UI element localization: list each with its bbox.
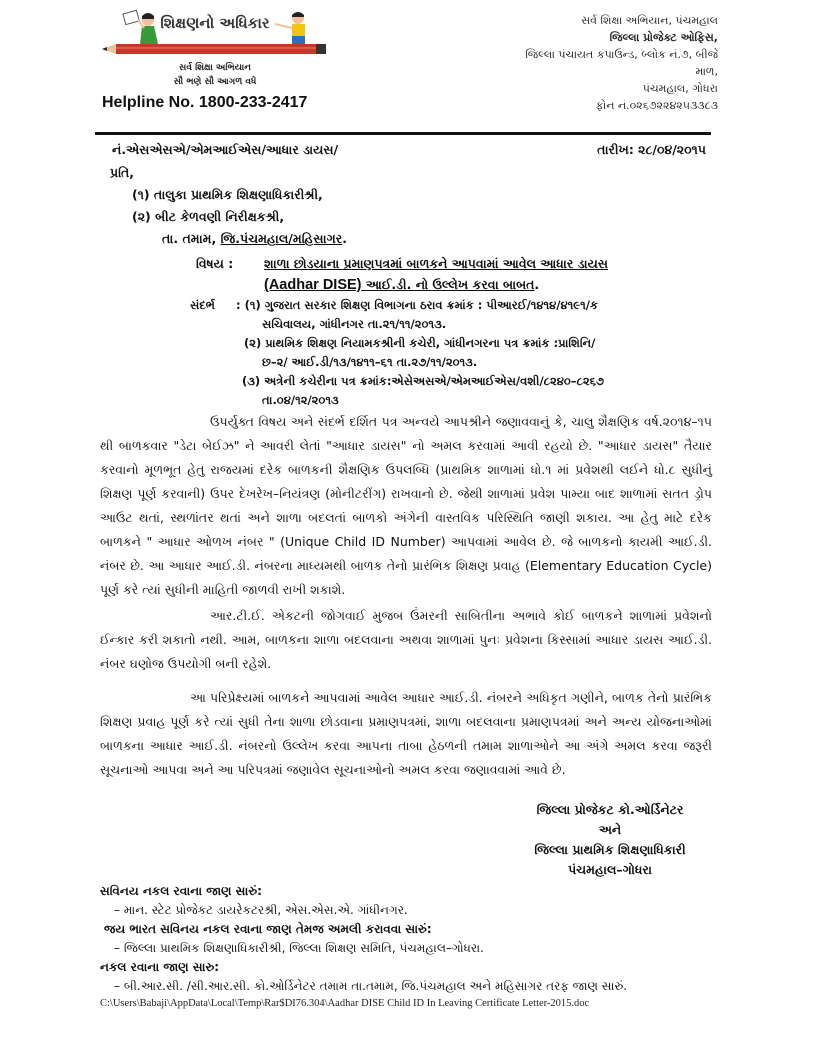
- copies-block: [100, 882, 627, 996]
- references-label: સંદર્ભ: [190, 298, 215, 312]
- reference-2-cont: છ–૨/ આઈ.ડી/૧૩/૧૪૧૧–૬૧ તા.૨૭/૧૧/૨૦૧૩.: [262, 355, 478, 369]
- reference-1-cont: સચિવાલય, ગાંધીનગર તા.૨૧/૧૧/૨૦૧૩.: [262, 317, 447, 331]
- paragraph-text: ઉપર્યુક્ત વિષય અને સંદર્ભ દર્શિત પત્ર અન્વયે આપશ્રીને જણાવવાનું કે, ચાલુ શૈક્ષણિક વર્ષ.૨૦૧૪–૧૫ થી બાળકવાર "ડેટા બેઈઝ" ને આવરી લેતાં "આધાર ડાયસ" નો અમલ કરવામાં આવી રહયો છે. "આધાર ડાયસ" તૈયાર કરવાનો મૂળભૂત હેતુ રાજયમાં દરેક બાળકની શૈક્ષણિક ઉપલબ્ધિ (પ્રાથમિક શાળામાં ધો.૧ માં પ્રવેશથી લઈને ધો.૮ સુધીનું શિક્ષણ પૂર્ણ કરવાની) ઉપર દેખરેખ–નિયંત્રણ (મોનીટરીંગ) રાખવાનો છે. જેથી શાળામાં પ્રવેશ પામ્યા બાદ શાળામાં સતત ડ્રોપ આઉટ થતાં, સ્થળાંતર થતાં અને શાળા બદલતાં બાળકો અંગેની વાસ્તવિક પરિસ્થિતિ જાણી શકાય. આ હેતુ માટે દરેક બાળકને " આધાર ઓળખ નંબર " (Unique Child ID Number) આપવામાં આવેલ છે. જે બાળકનો કાયમી આઈ.ડી. નંબર છે. આ આધાર આઈ.ડી. નંબરના માધ્યમથી બાળક તેનો પ્રારંભિક શિક્ષણ પ્રવાહ (Elementary Education Cycle) પૂર્ણ કરે ત્યાં સુધીની માહિતી જાળવી રાખી શકાશે.: [100, 414, 712, 597]
- signatory-title-2: જિલ્લા પ્રાથમિક શિક્ષણાધિકારી: [534, 842, 686, 857]
- reference-3: (૩) અત્રેની કચેરીના પત્ર ક્રમાંક:એસેઅસએ/એમઆઈએસ/વશી/૮૨૪૦–૮૨૬૭: [242, 374, 605, 388]
- reference-3-cont: તા.૦૪/૧૨/૨૦૧૩: [262, 393, 339, 407]
- body-paragraph-1: [100, 410, 712, 602]
- helpline-number: Helpline No. 1800-233-2417: [102, 94, 308, 111]
- document-file-path: C:\Users\Babaji\AppData\Local\Temp\Rar$DI76.304\Aadhar DISE Child ID In Leaving Certificate Letter-2015.doc: [100, 998, 590, 1009]
- subject-period: .: [534, 277, 540, 292]
- address-line: પંચમહાલ, ગોધરા: [642, 82, 718, 95]
- copy-item-2: – જિલ્લા પ્રાથમિક શિક્ષણાધિકારીશ્રી, જિલ્લા શિક્ષણ સમિતિ, પંચમહાલ–ગોધરા.: [114, 941, 484, 955]
- signature-block: [500, 800, 720, 880]
- copy-item-1: – માન. સ્ટેટ પ્રોજેકટ ડાયરેકટરશ્રી, એસ.એસ.એ. ગાંધીનગર.: [114, 903, 408, 917]
- copy-heading-3: નકલ રવાના જાણ સારુ:: [100, 960, 220, 974]
- recipients-block: [110, 162, 347, 250]
- ssa-logo: [100, 6, 330, 96]
- address-line: જિલ્લા પંચાયત કંપાઉન્ડ, બ્લોક નં.૭, બીજે: [525, 48, 718, 61]
- body-paragraph-3: [100, 686, 712, 782]
- copy-item-3: – બી.આર.સી. /સી.આર.સી. કો.ઓર્ડિનેટર તમામ તા.તમામ, જિ.પંચમહાલ અને મહિસાગર તરફ જાણ સારું.: [114, 979, 628, 993]
- signatory-title-1: જિલ્લા પ્રોજેકટ કો.ઓર્ડિનેટર: [536, 802, 684, 817]
- paragraph-text: આર.ટી.ઈ. એકટની જોગવાઈ મુજબ ઉંમરની સાબિતીના અભાવે કોઈ બાળકને શાળામાં પ્રવેશનો ઈન્કાર કરી શકાતો નથી. આમ, બાળકના શાળા બદલવાના અથવા શાળામાં પુનઃ પ્રવેશના કિસ્સામાં આધાર ડાયસ આઈ.ડી. નંબર ઘણોજ ઉપયોગી બની રહેશે.: [100, 608, 712, 671]
- reference-number: નં.એસએસએ/એમઆઈએસ/આધાર ડાયસ/: [112, 142, 339, 157]
- references-block: [190, 296, 604, 410]
- paragraph-text: આ પરિપ્રેક્ષ્યમાં બાળકને આપવામાં આવેલ આધાર આઈ.ડી. નંબરને અધિકૃત ગણીને, બાળક તેનો પ્રારંભિક શિક્ષણ પ્રવાહ પૂર્ણ કરે ત્યાં સુધી તેના શાળા છોડવાના પ્રમાણપત્રમાં, શાળા બદલવાના પ્રમાણપત્રમાં અને અન્ય યોજનાઓમાં બાળકના આધાર આઈ.ડી. નંબરનો ઉલ્લેખ કરવા આપના તાબા હેઠળની તમામ શાળાઓને આ અંગે અમલ કરવા જરૂરી સૂચનાઓ આપવા અને આ પરિપત્રમાં જણાવેલ સૂચનાઓનો અમલ કરવા જણાવવામાં આવે છે.: [100, 690, 712, 777]
- signatory-location: પંચમહાલ–ગોધરા: [568, 862, 652, 877]
- address-office-name: જિલ્લા પ્રોજેક્ટ ઓફિસ,: [609, 31, 718, 44]
- body-paragraph-2: [100, 604, 712, 676]
- logo-title: શિક્ષણનો અધિકાર: [160, 14, 270, 32]
- to-label: પ્રતિ,: [110, 165, 134, 180]
- recipient-3: [110, 228, 347, 250]
- reference-2: (૨) પ્રાથમિક શિક્ષણ નિયામકશ્રીની કચેરી, ગાંધીનગરના પત્ર ક્રમાંક :પ્રાશિનિ/: [244, 336, 596, 350]
- subject-line-2: આઈ.ડી. નો ઉલ્લેખ કરવા બાબત: [361, 277, 535, 292]
- subject-label: વિષય :: [196, 256, 234, 271]
- copy-heading-1: સવિનય નકલ રવાના જાણ સારું:: [100, 884, 262, 898]
- recipient-3-district: જિ.પંચમહાલ/મહિસાગર: [220, 231, 343, 246]
- recipient-3-suffix: .: [342, 231, 347, 246]
- recipient-3-prefix: તા. તમામ,: [162, 231, 221, 246]
- subject-aadhar-dise: (Aadhar DISE): [264, 277, 362, 293]
- subject-line-1: શાળા છોડયાના પ્રમાણપત્રમાં બાળકને આપવામાં આવેલ આધાર ડાયસ: [264, 256, 608, 271]
- logo-subtitle: સર્વ શિક્ષા અભિયાન: [179, 63, 251, 73]
- reference-1: : (૧) ગુજરાત સરકાર શિક્ષણ વિભાગના ઠરાવ ક્રમાંક : પીઆરઈ/૧૪૧૪/૪૧૯૧/ક: [236, 298, 599, 312]
- office-address: [525, 12, 718, 114]
- copy-heading-2: જય ભારત સવિનય નકલ રવાના જાણ તેમજ અમલી કરાવવા સારું:: [104, 922, 432, 936]
- header-divider: [95, 132, 711, 135]
- logo-tagline: સૌ ભણે સૌ આગળ વધે: [173, 77, 257, 87]
- recipient-1: (૧) તાલુકા પ્રાથમિક શિક્ષણાધિકારીશ્રી,: [132, 187, 323, 202]
- recipient-2: (૨) બીટ કેળવણી નિરીક્ષકશ્રી,: [132, 209, 285, 224]
- letter-date: તારીખ: ૨૮/૦૪/૨૦૧૫: [597, 142, 706, 157]
- signatory-and: અને: [598, 822, 622, 837]
- subject-block: [196, 253, 608, 296]
- address-line: સર્વ શિક્ષા અભિયાન, પંચમહાલ: [581, 14, 718, 27]
- address-phone: ફોન નં.૦૨૬૭૨૨૪૨૫૩૩૮૩: [595, 99, 718, 112]
- address-line: માળ,: [695, 65, 718, 78]
